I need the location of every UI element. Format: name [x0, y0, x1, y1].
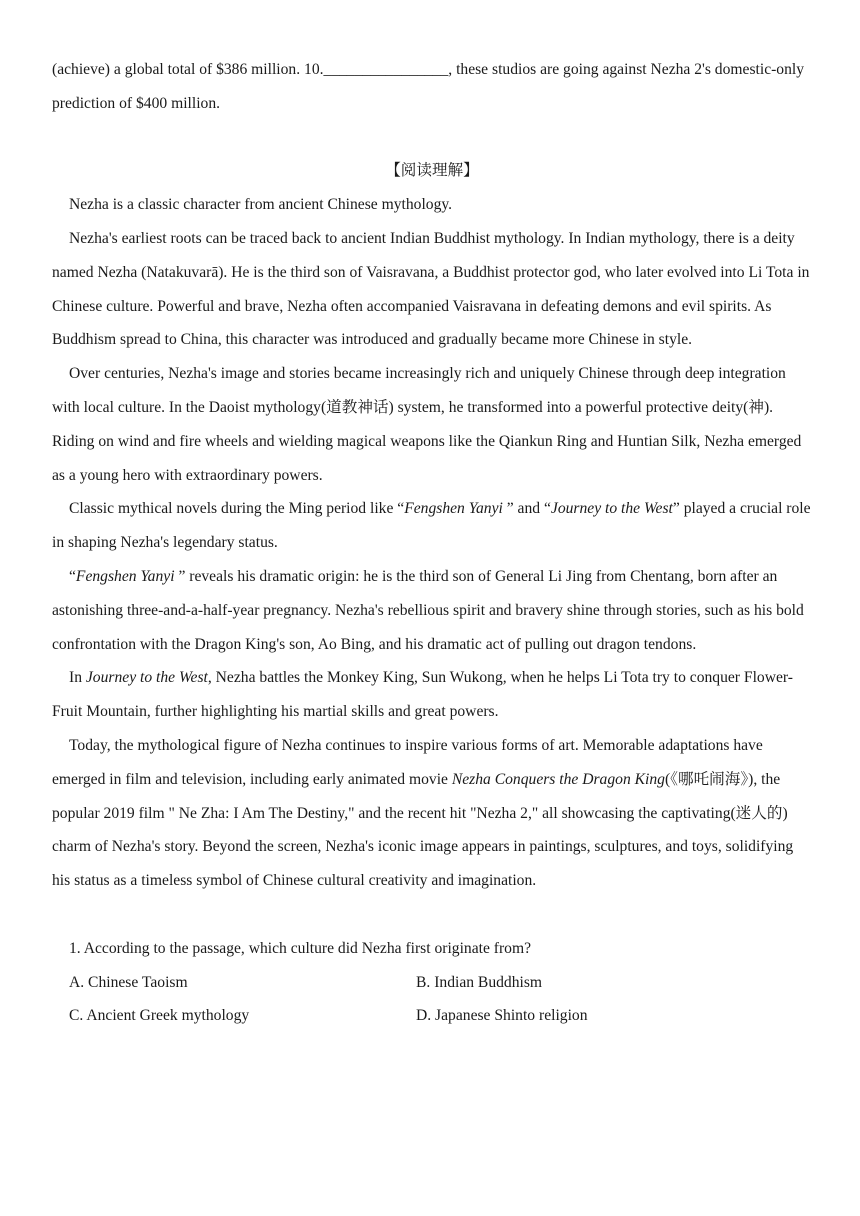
passage-paragraph-2: Nezha's earliest roots can be traced back to ancient Indian Buddhist mythology. In Indian mythology, there is a deity named Nezha (Natakuvarā). He is the third son of Vaisravana, a Buddhist protector god, who later evolved into Li Tota in Chinese culture. Powerful and brave, Nezha often accompanied Vaisravana in defeating demons and evil spirits. As Buddhism spread to China, this character was introduced and gradually became more Chinese in style.	[52, 229, 810, 349]
passage-paragraph-6: In Journey to the West, Nezha battles the Monkey King, Sun Wukong, when he helps Li Tota try to conquer Flower-Fruit Mountain, further highlighting his martial skills and great powers.	[52, 669, 793, 721]
option-a: A. Chinese Taoism	[69, 973, 188, 991]
book-title: Fengshen Yanyi	[75, 567, 175, 585]
section-heading: 【阅读理解】	[385, 162, 479, 180]
question-1-stem: 1. According to the passage, which culture did Nezha first originate from?	[69, 939, 532, 957]
passage-paragraph-7: Today, the mythological figure of Nezha continues to inspire various forms of art. Memorable adaptations have emerged in film and television, including early animated movie Nezha Conquers the Dragon King(《哪吒闹海》), the popular 2019 film " Ne Zha: I Am The Destiny," and the recent hit "Nezha 2," all showcasing the captivating(迷人的) charm of Nezha's story. Beyond the screen, Nezha's iconic image appears in paintings, sculptures, and toys, solidifying his status as a timeless symbol of Chinese cultural creativity and imagination.	[52, 736, 794, 890]
option-b: B. Indian Buddhism	[416, 973, 543, 991]
book-title: Journey to the West	[85, 669, 208, 687]
reading-passage	[52, 188, 812, 898]
book-title: Fengshen Yanyi	[404, 500, 503, 518]
carryover-paragraph: (achieve) a global total of $386 million. 10.________________, these studios are going against Nezha 2's domestic-only prediction of $400 million.	[52, 61, 805, 112]
option-c: C. Ancient Greek mythology	[69, 1007, 250, 1025]
question-1-options	[52, 966, 812, 1034]
book-title: Journey to the West	[550, 500, 673, 518]
document-page	[52, 0, 812, 1033]
passage-paragraph-5: “Fengshen Yanyi ” reveals his dramatic origin: he is the third son of General Li Jing from Chentang, born after an astonishing three-and-a-half-year pregnancy. Nezha's rebellious spirit and bravery shine through stories, such as his bold confrontation with the Dragon King's son, Ao Bing, and his dramatic act of pulling out dragon tendons.	[52, 567, 804, 653]
option-d: D. Japanese Shinto religion	[416, 1007, 588, 1025]
passage-paragraph-1: Nezha is a classic character from ancient Chinese mythology.	[69, 196, 453, 214]
passage-paragraph-4: Classic mythical novels during the Ming period like “Fengshen Yanyi ” and “Journey to the West” played a crucial role in shaping Nezha's legendary status.	[52, 500, 811, 552]
film-title: Nezha Conquers the Dragon King	[451, 770, 665, 788]
passage-paragraph-3: Over centuries, Nezha's image and stories became increasingly rich and uniquely Chinese through deep integration with local culture. In the Daoist mythology(道教神话) system, he transformed into a powerful protective deity(神). Riding on wind and fire wheels and wielding magical weapons like the Qiankun Ring and Huntian Silk, Nezha emerged as a young hero with extraordinary powers.	[52, 365, 802, 484]
